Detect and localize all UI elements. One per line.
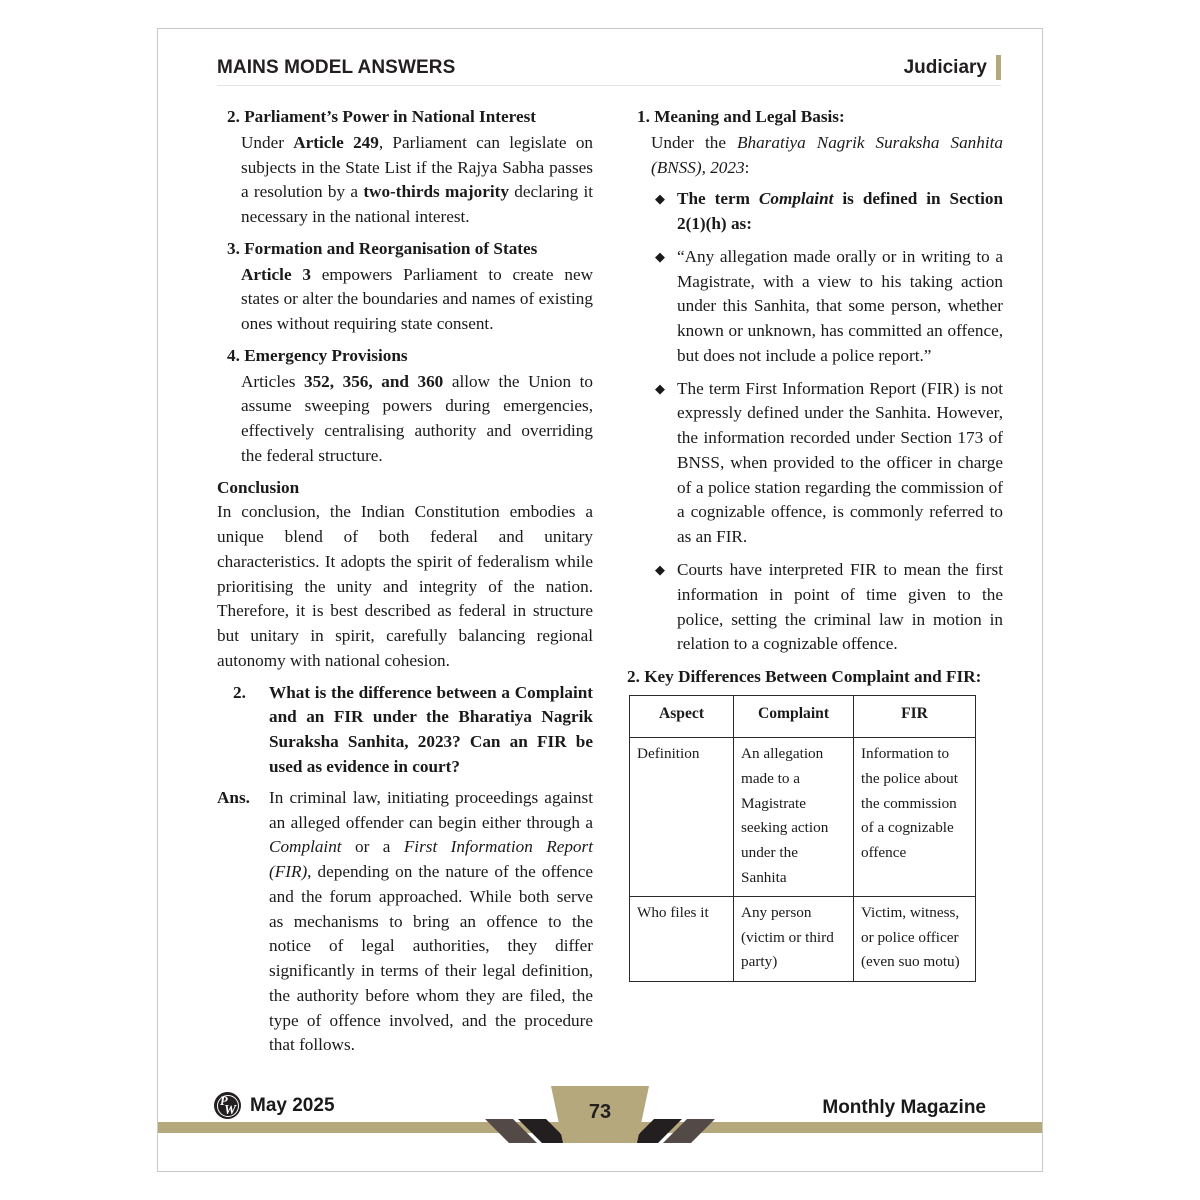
bullet-text: “Any allegation made orally or in writing to a Magistrate, with a view to his taking action under this Sanhita, that some person, whether known or unknown, has committed an offence, but does not include a police report.” bbox=[677, 246, 1003, 365]
text-italic-complaint: Complaint bbox=[758, 189, 834, 209]
text-italic-bnss: Bharatiya Nagrik Suraksha Sanhita (BNSS), 2023 bbox=[651, 132, 1004, 177]
text-run: allow the Union to assume sweeping powers during emergencies, effectively centralising authority and overriding the federal structure. bbox=[241, 371, 593, 465]
logo-letter-p: P bbox=[220, 1094, 228, 1108]
column-header-fir: FIR bbox=[854, 696, 976, 738]
pw-logo-icon bbox=[214, 1092, 241, 1119]
paragraph-bnss-intro bbox=[627, 131, 1003, 181]
text-run: or a bbox=[341, 837, 404, 857]
bullet-item-complaint-quote bbox=[627, 245, 1003, 369]
left-column bbox=[217, 105, 593, 1065]
footer-left-group bbox=[214, 1092, 335, 1119]
cell-fir: Victim, witness, or police officer (even suo motu) bbox=[854, 897, 976, 982]
table-header-row bbox=[630, 696, 976, 738]
bullet-item-fir-not-defined bbox=[627, 377, 1003, 550]
complaint-vs-fir-table bbox=[629, 695, 976, 982]
paragraph-article-249 bbox=[217, 131, 593, 230]
question-block bbox=[217, 681, 593, 780]
text-run: is defined in Section 2(1)(h) as: bbox=[677, 189, 1004, 234]
cell-fir: Information to the police about the commission of a cognizable offence bbox=[854, 738, 976, 897]
answer-text bbox=[269, 786, 593, 1058]
right-column bbox=[627, 105, 1003, 1065]
header-row bbox=[217, 55, 1001, 80]
question-number: 2. bbox=[233, 682, 246, 702]
text-run: In criminal law, initiating proceedings against an alleged offender can begin either through a bbox=[269, 787, 593, 832]
text-italic-complaint: Complaint bbox=[269, 837, 342, 857]
page-header bbox=[217, 55, 1001, 111]
text-run: Articles bbox=[241, 371, 304, 391]
heading-emergency-provisions: 4. Emergency Provisions bbox=[227, 345, 408, 365]
logo-letter-w: W bbox=[224, 1101, 237, 1117]
diamond-bullet-icon: ◆ bbox=[655, 191, 665, 207]
text-bold-two-thirds: two-thirds majority bbox=[363, 182, 509, 202]
cell-complaint: Any person (victim or third party) bbox=[734, 897, 854, 982]
text-bold-articles-352-356-360: 352, 356, and 360 bbox=[303, 371, 444, 391]
bullet-item-complaint-definition bbox=[627, 187, 1003, 237]
text-bold-article-3: Article 3 bbox=[241, 264, 311, 284]
text-run: empowers Parliament to create new states or alter the boundaries and names of existing ones without requiring state consent. bbox=[241, 264, 593, 334]
text-bold-article-249: Article 249 bbox=[293, 132, 379, 152]
bullet-text: Courts have interpreted FIR to mean the first information in point of time given to the police, setting the criminal law in motion in relation to a cognizable offence. bbox=[677, 559, 1003, 654]
column-header-aspect: Aspect bbox=[630, 696, 734, 738]
heading-key-differences: 2. Key Differences Between Complaint and FIR: bbox=[627, 667, 982, 687]
answer-label: Ans. bbox=[217, 787, 250, 807]
article-columns bbox=[217, 105, 1003, 1065]
column-header-complaint: Complaint bbox=[734, 696, 854, 738]
cell-complaint: An allegation made to a Magistrate seeking action under the Sanhita bbox=[734, 738, 854, 897]
bullet-text: The term First Information Report (FIR) is not expressly defined under the Sanhita. However, the information recorded under Section 173 of BNSS, when provided to the officer in charge of a police station regarding the commission of a cognizable offence, is commonly referred to as an FIR. bbox=[677, 378, 1003, 547]
paragraph-emergency-articles bbox=[217, 370, 593, 469]
text-run: declaring it necessary in the national interest. bbox=[241, 182, 593, 227]
page-number-text: 73 bbox=[588, 1101, 612, 1123]
table-row bbox=[630, 897, 976, 982]
text-run: : bbox=[744, 157, 750, 177]
text-run: Under bbox=[241, 132, 294, 152]
answer-block bbox=[217, 786, 593, 1058]
text-italic-fir: First Information Report (FIR) bbox=[269, 837, 593, 882]
text-run: , Parliament can legislate on subjects in the State List if the Rajya Sabha passes a resolution by a bbox=[241, 132, 594, 202]
header-divider bbox=[217, 85, 1001, 86]
page-footer bbox=[158, 1059, 1042, 1171]
header-section-title: MAINS MODEL ANSWERS bbox=[217, 56, 456, 78]
bullet-item-courts-interpretation bbox=[627, 558, 1003, 657]
page-number-badge bbox=[485, 1081, 715, 1143]
paragraph-article-3 bbox=[217, 263, 593, 337]
page-sheet bbox=[157, 28, 1043, 1172]
heading-formation-reorganisation: 3. Formation and Reorganisation of States bbox=[227, 238, 538, 258]
footer-date: May 2025 bbox=[250, 1094, 335, 1116]
paragraph-conclusion: In conclusion, the Indian Constitution embodies a unique blend of both federal and unitary characteristics. It adopts the spirit of federalism while prioritising the unity and integrity of the nation. Therefore, it is best described as federal in structure but unitary in spirit, carefully balancing regional autonomy with national cohesion. bbox=[217, 502, 593, 670]
header-subject-title: Judiciary bbox=[903, 56, 987, 78]
footer-magazine-label: Monthly Magazine bbox=[822, 1097, 986, 1118]
question-text: What is the difference between a Complaint and an FIR under the Bharatiya Nagrik Suraksha Sanhita, 2023? Can an FIR be used as evidence in court? bbox=[269, 682, 593, 777]
header-subject-wrap bbox=[904, 55, 1001, 80]
table-row bbox=[630, 738, 976, 897]
cell-aspect: Who files it bbox=[630, 897, 734, 982]
text-run: , depending on the nature of the offence and the forum approached. While both serve as mechanisms to bring an offence to the notice of legal authorities, they differ significantly in terms of their legal definition, the authority before whom they are filed, the type of offence involved, and the procedure that follows. bbox=[269, 862, 593, 1055]
diamond-bullet-icon: ◆ bbox=[655, 248, 665, 264]
heading-conclusion: Conclusion bbox=[217, 477, 300, 497]
text-run: Under the bbox=[651, 132, 737, 152]
bullet-text bbox=[677, 187, 1003, 237]
cell-aspect: Definition bbox=[630, 738, 734, 897]
header-accent-bar bbox=[996, 55, 1001, 80]
text-run: The term bbox=[677, 189, 759, 209]
diamond-bullet-icon: ◆ bbox=[655, 380, 665, 396]
heading-meaning-legal-basis: 1. Meaning and Legal Basis: bbox=[637, 107, 845, 126]
heading-parliaments-power: 2. Parliament’s Power in National Interest bbox=[227, 107, 537, 126]
diamond-bullet-icon: ◆ bbox=[655, 561, 665, 577]
